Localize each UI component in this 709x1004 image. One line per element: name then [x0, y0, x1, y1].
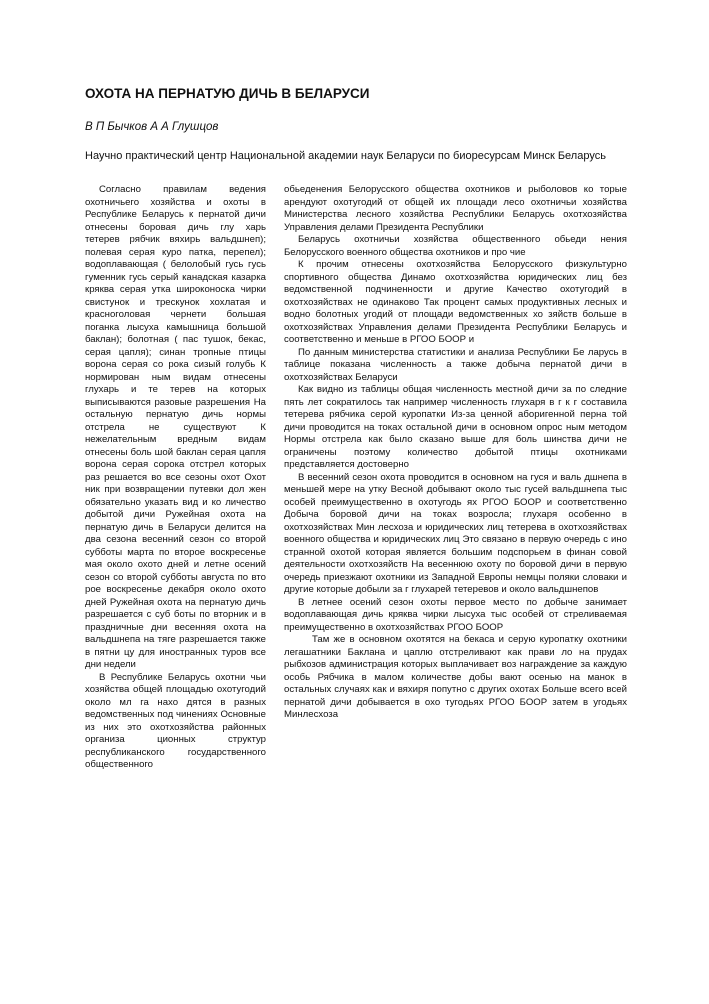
paragraph: Там же в основном охотятся на бекаса и серую куропатку охотники легашатники Баклана и цаплю отстреливают как прави ло на прудах рыбхозов администрация которых выплачивает воз награждение за каждую особь Рябчика в малом количестве добы вают осенью на манок в остальных случаях как и вяхиря попутно с других охотах Больше всего всей пернатой дичи добывается в охо тугодьях РГОО БООР затем в угодьях Минлесхоза	[284, 634, 627, 720]
article-title: ОХОТА НА ПЕРНАТУЮ ДИЧЬ В БЕЛАРУСИ	[85, 86, 370, 101]
paragraph: В летнее осений сезон охоты первое место по добыче занимает водоплавающая дичь кряква чирки лысуха тыс особей от стреливаемая преимущественно в охотхозяйствах РГОО БООР	[284, 596, 627, 633]
article-affiliation: Научно практический центр Национальной академии наук Беларуси по биоресурсам Минск Беларусь	[85, 150, 606, 162]
paragraph: Согласно правилам ведения охотничьего хозяйства и охоты в Республике Беларусь к пернатой дичи отнесены боровая дичь глу харь тетерев рябчик вяхирь вальдшнеп); полевая серая куро патка, перепел); водоплавающая ( белолобый гусь гусь гуменник гусь серый канадская казарка кряква серая утка широконоска чирки свистунок и трескунок хохлатая и красноголовая чернети большая поганка лысуха камышница большой баклан); болотная ( пас тушок, бекас, серая цапля); синан тропные птицы ворона серая со рока сизый голубь К нормирован ным видам отнесены глухарь и те терев на которых выписываются разовые разрешения На остальную пернатую дичь нормы отстрела не существуют К нежелательным вредным видам отнесены боль шой баклан серая цапля ворона серая сорока отстрел которых раз решается во все сезоны охот Охот ник при возвращении путевки дол жен обязательно указать вид и ко личество добытой дичи Ружейная охота на пернатую дичь в Беларуси делится на два сезона весенний сезон со второй субботы марта по второе воскресенье мая около охото дней и летне осений сезон со второй субботы августа по вто рое воскресенье декабря около охото дней Ружейная охота на пернатую дичь разрешается с суб боты по вторник и в праздничные дни весенняя охота на вальдшнепа на тяге разрешается также в пятни цу для иностранных туров все дни недели	[85, 184, 266, 670]
paragraph: По данным министерства статистики и анализа Республики Бе ларусь в таблице показана численность а также добыча пернатой дичи в охотхозяйствах Беларуси	[284, 346, 627, 383]
paragraph: К прочим отнесены охотхозяйства Белорусского физкультурно спортивного общества Динамо охотхозяйства юридических лиц без ведомственной подчиненности и другие Качество охотугодий в охотхозяйствах не одинаково Так процент самых продуктивных лесных и водно болотных угодий от площади ведомственных хо зяйств больше в охотхозяйствах Управления делами Президента Республики Беларусь и соответственно и меньше в РГОО БООР и	[284, 259, 627, 345]
paragraph: В Республике Беларусь охотни чьи хозяйства общей площадью охотугодий около мл га нахо дятся в разных ведомственных под чинениях Основные из них это охотхозяйства районных организа ционных структур республиканского государственного общественного	[85, 671, 266, 770]
right-column	[284, 184, 627, 722]
paragraph: Как видно из таблицы общая численность местной дичи за по следние пять лет сократилось так например численность глухаря в г к г составила тетерева рябчика серой куропатки Из-за ценной аборигенной перна той дичи проводится на токах остальной дичи в основном опрос ным методом Нормы отстрела как было сказано выше для боль шинства дичи не ограничены поэтому количество добытой птицы охотниками представляется достоверно	[284, 384, 627, 470]
left-column	[85, 184, 266, 772]
paragraph: обьеденения Белорусского общества охотников и рыболовов ко торые арендуют охотугодий от общей их площади лесо охотничьи хозяйства Министерства лесного хозяйства Республики Беларусь охотхозяйства Управления делами Президента Республики	[284, 184, 627, 233]
paragraph: Беларусь охотничьи хозяйства общественного обьеди нения Белорусского военного общества охотников и про чие	[284, 234, 627, 258]
article-authors: В П Бычков А А Глушцов	[85, 121, 219, 133]
paragraph: В весенний сезон охота проводится в основном на гуся и валь дшнепа в меньшей мере на утку Весной добывают около тыс гусей вальдшнепа тыс особей преимущественно в охотугодь ях РГОО БООР и соответственно Добыча боровой дичи на токах возросла; глухаря особенно в охотхозяйствах Мин лесхоза и юридических лиц тетерева в охотхозяйствах военного общества и юридических лиц Это связано в первую очередь с ино странной охотой которая является большим подспорьем в финан совой деятельности охотхозяйств На весеннюю охоту по боровой дичи в первую очередь приезжают охотники из Западной Европы немцы поляки словаки и другие которые добыли за г глухарей тетеревов и около вальдшнепов	[284, 471, 627, 595]
